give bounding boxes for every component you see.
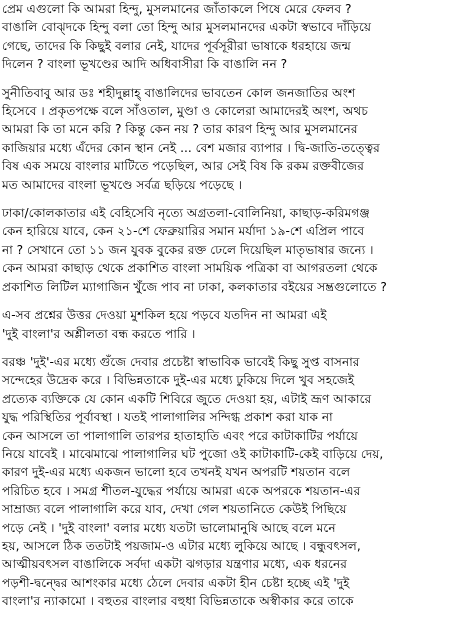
paragraph-3: ঢাকা/কোলকাতার এই বেহিসেবি নৃত্যে অগ্রতলা-বোলিনিয়া, কাছাড়-করিমগঞ্জ কেন হারিয়ে যাবে, কেন ২১-শে ফেব্রুয়ারির সমান মর্যাদা ১৯-শে এপ্রিল পাবে না ? সেখানে তো ১১ জন যুবক বুকের রক্ত ঢেলে দিয়েছিল মাতৃভাষার জন্যে । কেন আমরা কাছাড় থেকে প্রকাশিত বাংলা সাময়িক পত্রিকা বা আগরতলা থেকে প্রকাশিত লিটিল ম্যাগাজিন খুঁজে পাব না ঢাকা, কলকাতার বইয়ের সম্ভ্রগুলোতে ?: [2, 206, 387, 294]
paragraph-1: প্রেম এগুলো কি আমরা হিন্দু, মুসলমানের জাঁতাকলে পিষে মেরে ফেলব ? বাঙালি বোঝ্দকে হিন্দু বলা তো হিন্দু আর মুসলমানদের একটা স্বভাবে দাঁড়িয়ে গেছে, তাদের কি কিছুই বলার নেই, যাদের পূর্বসূরীরা ভাষাকে ধরহায়ে জন্ম দিলেন ? বাংলা ভূখণ্ডের আদি অধিবাসীরা কি বাঙালি নন ?: [2, 2, 372, 72]
paragraph-2: সুনীতিবাবু আর ডঃ শহীদুল্লাহ্ বাঙালিদের ভাবতেন কোল জনজাতির অংশ হিসেবে । প্রকৃতপক্ষে বলে সাঁওতাল, মুণ্ডা ও কোলেরা আমাদেরই অংশ, অথচ আমরা কি তা মনে করি ? কিন্তু কেন নয় ? তার কারণ হিন্দু আর মুসলমানের কাজিয়ার মধ্যে এঁদের কোন স্থান নেই ... বেশ মজার ব্যাপার । দ্বি-জাতি-তত্ত্বের বিষ এক সময়ে বাংলার মাটিতে পড়েছিল, আর সেই বিষ কি রকম রক্তবীজের মত আমাদের বাংলা ভূখণ্ডে সর্বত্র ছড়িয়ে পড়েছে ।: [2, 85, 380, 192]
paragraph-4: এ-সব প্রশ্নের উত্তর দেওয়া মুশকিল হয়ে পড়বে যতদিন না আমরা এই 'দুই বাংলা'র অশ্লীলতা বন্ধ করতে পারি ।: [2, 308, 327, 341]
paragraph-5: বরঞ্চ 'দুই'-এর মধ্যে গুঁজে দেবার প্রচেষ্টা স্বাভাবিক ভাবেই কিছু সুপ্ত বাসনার সন্দেহের উদ্রেক করে । বিভিন্নতাকে দুই-এর মধ্যে ঢুকিয়ে দিলে খুব সহজেই প্রত্যেক ব্যক্তিকে যে কোন একটি শিবিরে জুতে দেওয়া হয়, এটাই ভ্রূণ আকারে যুদ্ধ পরিস্থিতির পূর্বাবস্থা । যতই পালাগালির সন্দিগ্ধ প্রকাশ করা যাক না কেন আসলে তা পালাগালি তারপর হাতাহাতি এবং পরে কাটাকাটির পর্যায়ে নিয়ে যাবেই । মাঝেমাঝে পালাগালির ঘট পুজো ওই কাটাকাটি-কেই বাড়িয়ে দেয়, কারণ দুই-এর মধ্যে একজন ভালো হবে তখনই যখন অপরটি শয়তান বলে পরিচিত হবে । সমগ্র শীতল-যুদ্ধের পর্যায়ে আমরা একে অপরকে শয়তান-এর সাম্রাজ্য বলে পালাগালি করে যাব, দেখা গেল শয়তানিতে কেউই পিছিয়ে পড়ে নেই । 'দুই বাংলা' বলার মধ্যে যতটা ভালোমানুষি আছে বলে মনে হয়, আসলে ঠিক ততটাই পয়জাম-ও এটার মধ্যে লুকিয়ে আছে । বন্ধুবৎসল, আত্মীয়বৎসল বাঙালিকে সর্বদা একটা ঝগড়ার যন্ত্রণার মধ্যে, এক ধরনের পড়শী-দ্বন্দ্বের আশংকার মধ্যে ঠেলে দেবার একটা হীন চেষ্টা হচ্ছে এই 'দুই বাংলা'র ন্যাকামো । বহুতর বাংলার বহুধা বিভিন্নতাকে অস্বীকার করে তাকে: [2, 354, 384, 609]
